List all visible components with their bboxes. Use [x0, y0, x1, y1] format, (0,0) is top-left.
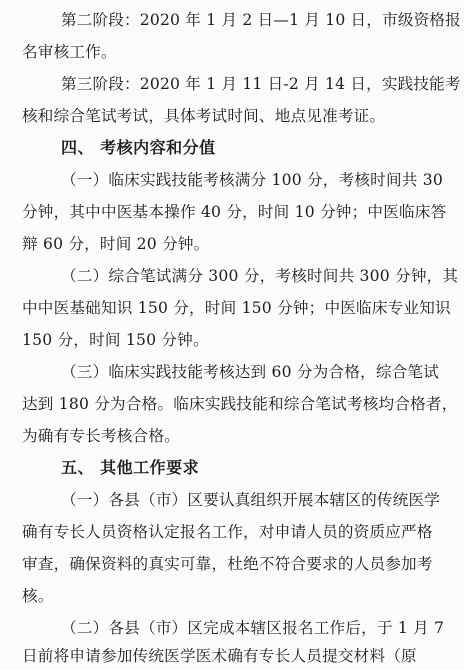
- paragraph-four-line-3: 审查，确保资料的真实可靠，杜绝不符合要求的人员参加考: [22, 555, 433, 573]
- paragraph-two-line-2: 中中医基础知识 150 分，时间 150 分钟；中医临床专业知识: [22, 299, 451, 317]
- paragraph-one-line-1: （一）临床实践技能考核满分 100 分，考核时间共 30: [61, 171, 443, 189]
- paragraph-four-line-1: （一）各县（市）区要认真组织开展本辖区的传统医学: [61, 491, 441, 509]
- paragraph-three-line-2: 达到 180 分为合格。临床实践技能和综合笔试考核均合格者，: [22, 395, 458, 413]
- paragraph-five-line-2: 日前将申请参加传统医学医术确有专长人员提交材料（原: [22, 647, 417, 665]
- stage-three-line-2: 核和综合笔试考试，具体考试时间、地点见准考证。: [22, 107, 386, 125]
- section-heading-five: 五、 其他工作要求: [61, 458, 200, 477]
- paragraph-four-line-4: 核。: [22, 587, 54, 605]
- paragraph-four-line-2: 确有专长人员资格认定报名工作，对申请人员的资质应严格: [22, 523, 433, 541]
- paragraph-five-line-1: （二）各县（市）区完成本辖区报名工作后，于 1 月 7: [61, 619, 445, 637]
- paragraph-one-line-2: 分钟，其中中医基本操作 40 分，时间 10 分钟；中医临床答: [22, 203, 447, 221]
- stage-two-line-1: 第二阶段：2020 年 1 月 2 日—1 月 10 日，市级资格报: [61, 11, 461, 29]
- paragraph-three-line-3: 为确有专长考核合格。: [22, 427, 180, 445]
- stage-three-line-1: 第三阶段：2020 年 1 月 11 日-2 月 14 日，实践技能考: [61, 75, 461, 93]
- stage-two-line-2: 名审核工作。: [22, 43, 117, 61]
- paragraph-three-line-1: （三）临床实践技能考核达到 60 分为合格，综合笔试: [61, 363, 440, 381]
- paragraph-two-line-3: 150 分，时间 150 分钟。: [22, 331, 209, 349]
- section-heading-four: 四、 考核内容和分值: [61, 138, 216, 157]
- paragraph-one-line-3: 辩 60 分，时间 20 分钟。: [22, 235, 210, 253]
- paragraph-two-line-1: （二）综合笔试满分 300 分，考核时间共 300 分钟，其: [61, 267, 459, 285]
